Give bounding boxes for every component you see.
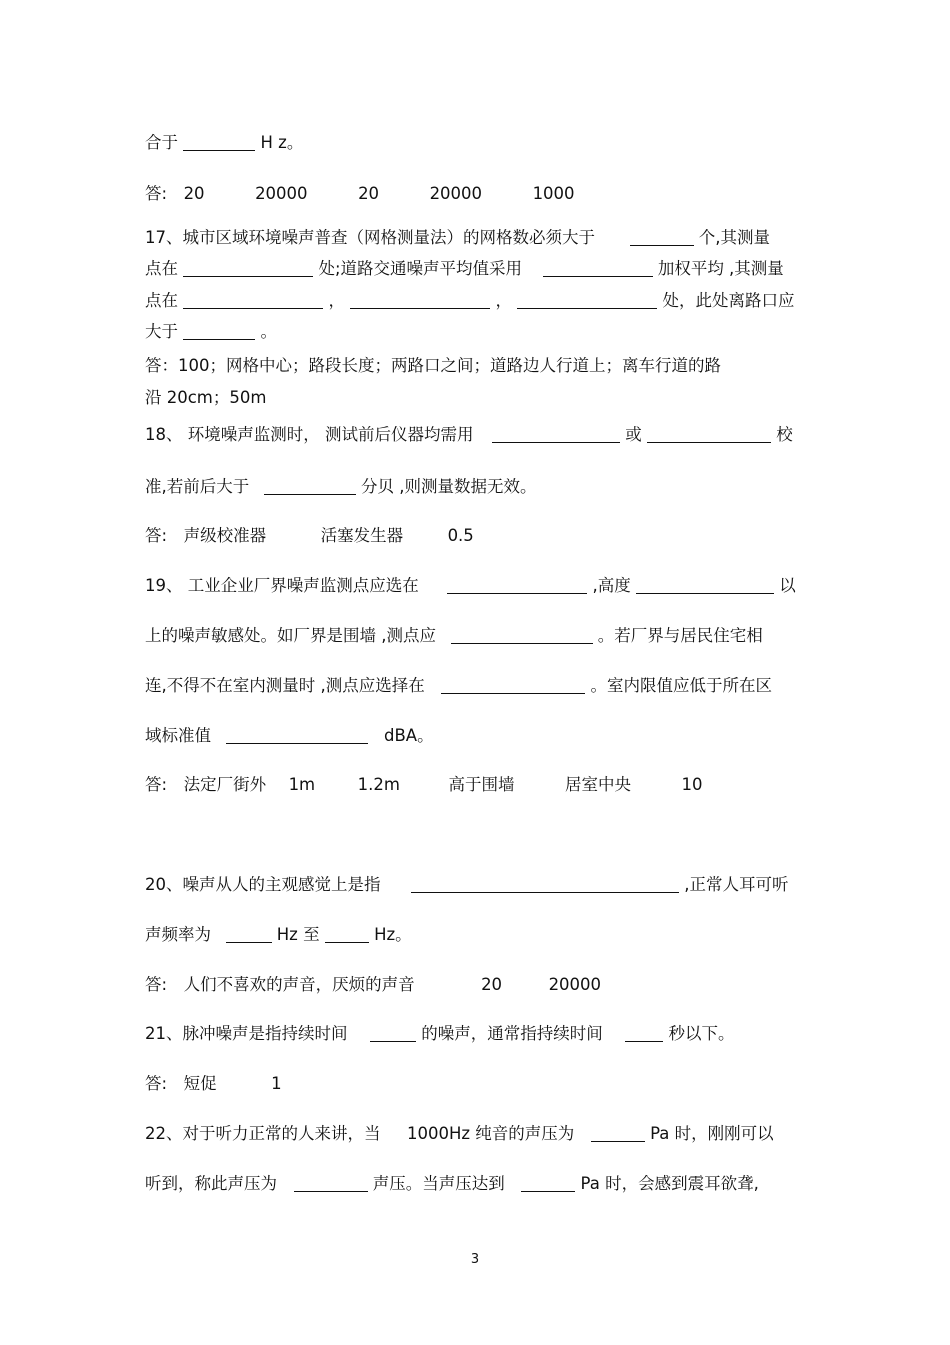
answer-value: 0.5 [447,526,474,545]
fill-blank [625,1025,663,1042]
answer-value: 1 [271,1074,282,1093]
q20-answer-line [145,975,601,995]
question-text: 18、 环境噪声监测时， 测试前后仪器均需用 [145,425,474,444]
q19-answer-line [145,775,702,795]
question-text: 准,若前后大于 [145,477,250,496]
question-text: 个,其测量 [698,228,770,247]
fill-blank [630,229,694,246]
fill-blank [183,260,313,277]
question-text: 分贝 ,则测量数据无效。 [361,477,537,496]
fill-blank [370,1025,416,1042]
answer-label: 答: [145,975,168,994]
q21-answer-line [145,1074,282,1094]
answer-text: 沿 20cm；50m [145,388,267,407]
q18-line-2 [145,477,537,497]
fill-blank [591,1125,645,1142]
question-text: 点在 [145,291,178,310]
question-text: 秒以下。 [668,1024,735,1043]
answer-label: 答: [145,184,168,203]
fill-blank [264,478,356,495]
fill-blank [411,876,679,893]
answer-label: 答: [145,1074,168,1093]
fill-blank [447,577,587,594]
page-number: 3 [470,1252,480,1267]
fill-blank [294,1175,368,1192]
question-text: 。 [260,322,277,341]
question-text: 处;道路交通噪声平均值采用 [318,259,523,278]
answer-value: 20 [481,975,503,994]
q22-line-2 [145,1174,759,1194]
answer-text: 答：100；网格中心；路段长度；两路口之间；道路边人行道上；离车行道的路 [145,356,721,375]
answer-value: 声级校准器 [183,526,267,545]
fill-blank [492,426,620,443]
q19-line-2 [145,626,763,646]
answer-value: 人们不喜欢的声音，厌烦的声音 [183,975,415,994]
answer-value: 活塞发生器 [320,526,404,545]
question-text: ,高度 [592,576,631,595]
question-text: 的噪声，通常指持续时间 [421,1024,603,1043]
answer-value: 20000 [429,184,483,203]
fill-blank [183,292,323,309]
answer-value: 20 [183,184,205,203]
q22-line-1 [145,1124,774,1144]
question-text: 19、 工业企业厂界噪声监测点应选在 [145,576,419,595]
question-text: 连,不得不在室内测量时 ,测点应选择在 [145,676,425,695]
question-text: ,正常人耳可听 [684,875,789,894]
q19-line-1 [145,576,796,596]
fill-blank [636,577,774,594]
fill-blank [647,426,771,443]
answer-value: 20 [358,184,380,203]
q17-answer-line-1 [145,356,721,376]
fill-blank [543,260,653,277]
question-text: 以 [779,576,796,595]
answer-label: 答: [145,775,168,794]
q16-answer-line [145,184,575,204]
question-text: 声频率为 [145,925,211,944]
question-text: 1000Hz 纯音的声压为 [407,1124,575,1143]
question-text: 校 [776,425,793,444]
q19-line-3 [145,676,772,696]
question-text: 上的噪声敏感处。如厂界是围墙 ,测点应 [145,626,436,645]
answer-value: 1.2m [357,775,400,794]
fill-blank [183,134,255,151]
text: H z。 [260,133,304,152]
answer-value: 1000 [532,184,575,203]
fill-blank [451,627,593,644]
question-text: Hz。 [374,925,412,944]
fill-blank [325,926,369,943]
question-text: 处，此处离路口应 [662,291,795,310]
question-text: 域标准值 [145,726,211,745]
answer-value: 高于围墙 [448,775,515,794]
fill-blank [350,292,490,309]
q17-line-1 [145,228,770,248]
separator: ， [328,291,345,310]
question-text: Hz 至 [276,925,320,944]
answer-value: 10 [681,775,703,794]
answer-value: 20000 [548,975,602,994]
fill-blank [517,292,657,309]
answer-value: 法定厂街外 [183,775,267,794]
question-text: 22、对于听力正常的人来讲，当 [145,1124,381,1143]
separator: ， [495,291,512,310]
question-text: 21、脉冲噪声是指持续时间 [145,1024,348,1043]
question-text: 大于 [145,322,178,341]
q16-cont-line [145,133,303,153]
question-text: 听到，称此声压为 [145,1174,277,1193]
question-text: 声压。当声压达到 [372,1174,505,1193]
answer-value: 1m [288,775,316,794]
answer-value: 短促 [183,1074,217,1093]
question-text: 。室内限值应低于所在区 [590,676,772,695]
q19-line-4 [145,726,434,746]
question-text: Pa 时，刚刚可以 [650,1124,774,1143]
q18-answer-line [145,526,474,546]
question-text: 点在 [145,259,178,278]
answer-value: 20000 [255,184,308,203]
question-text: 17、城市区域环境噪声普查（网格测量法）的网格数必须大于 [145,228,595,247]
answer-label: 答: [145,526,168,545]
question-text: dBA。 [384,726,434,745]
question-text: 20、噪声从人的主观感觉上是指 [145,875,381,894]
fill-blank [226,727,368,744]
fill-blank [226,926,272,943]
q17-line-4 [145,322,277,342]
q17-line-2 [145,259,784,279]
fill-blank [521,1175,575,1192]
q17-answer-line-2 [145,388,266,408]
question-text: Pa 时，会感到震耳欲聋, [580,1174,759,1193]
text: 合于 [145,133,178,152]
q18-line-1 [145,425,793,445]
q17-line-3 [145,291,795,311]
q21-line-1 [145,1024,735,1044]
fill-blank [441,677,585,694]
q20-line-2 [145,925,412,945]
question-text: 或 [625,425,642,444]
question-text: 。若厂界与居民住宅相 [597,626,763,645]
q20-line-1 [145,875,789,895]
fill-blank [183,323,255,340]
question-text: 加权平均 ,其测量 [657,259,784,278]
answer-value: 居室中央 [564,775,631,794]
